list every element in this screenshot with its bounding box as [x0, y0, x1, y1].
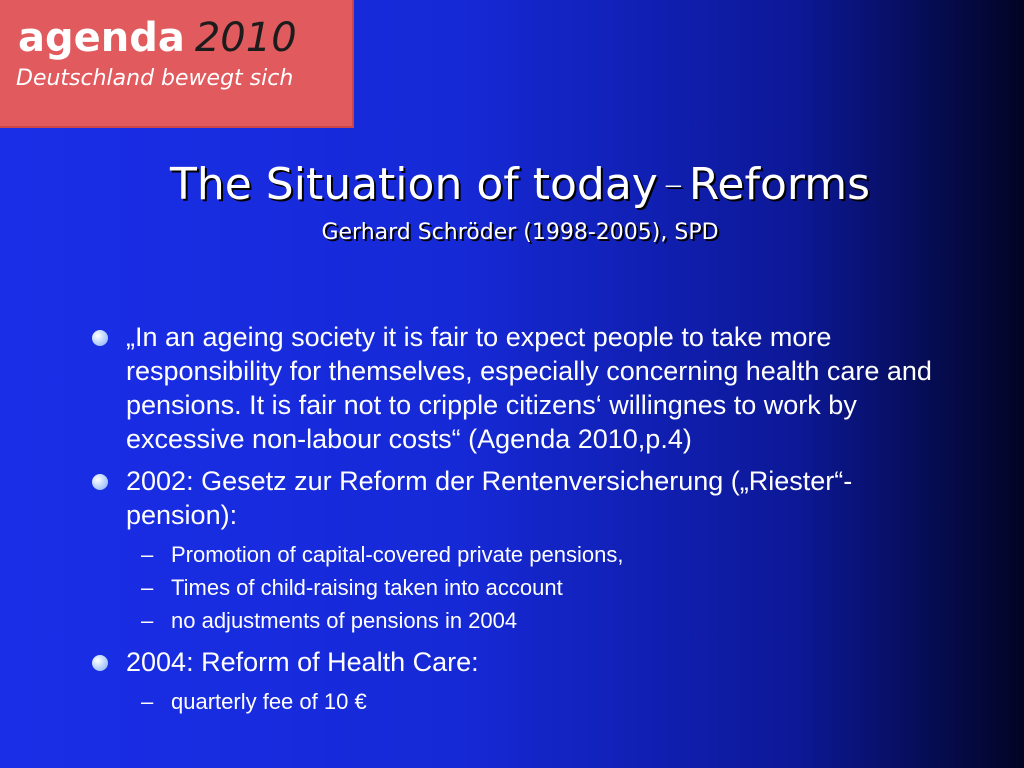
sub-bullet-item	[126, 685, 948, 718]
bullet-text: 2004: Reform of Health Care:	[126, 647, 479, 677]
sub-bullet-text: no adjustments of pensions in 2004	[171, 608, 518, 633]
agenda-2010-logo	[0, 0, 354, 128]
slide-title	[0, 154, 1024, 215]
bullet-dot-icon	[92, 655, 108, 671]
bullet-list	[88, 320, 948, 718]
slide-title-dash: –	[665, 167, 681, 200]
logo-tagline: Deutschland bewegt sich	[16, 66, 294, 91]
sub-bullet-dash-icon: –	[141, 575, 154, 600]
sub-bullet-text: Times of child-raising taken into account	[171, 575, 563, 600]
logo-wordmark	[18, 14, 297, 62]
logo-year-text: 2010	[194, 15, 297, 61]
sub-bullet-dash-icon: –	[141, 542, 154, 567]
sub-bullet-item	[126, 571, 948, 604]
slide-title-main: The Situation of today	[169, 159, 658, 210]
logo-agenda-text: agenda	[18, 15, 185, 61]
bullet-text: 2002: Gesetz zur Reform der Rentenversicherung („Riester“-pension):	[126, 466, 853, 530]
sub-bullet-item	[126, 538, 948, 571]
bullet-dot-icon	[92, 330, 108, 346]
bullet-item	[88, 464, 948, 637]
sub-bullet-list	[126, 538, 948, 637]
slide-title-reforms: Reforms	[688, 159, 871, 210]
bullet-text: „In an ageing society it is fair to expect people to take more responsibility for themselves, especially concerning health care and pensions. It is fair not to cripple citizens‘ willingnes to work by excessive non-labour costs“ (Agenda 2010,p.4)	[126, 322, 932, 454]
bullet-item	[88, 320, 948, 456]
slide-subtitle: Gerhard Schröder (1998-2005), SPD	[321, 220, 719, 245]
sub-bullet-item	[126, 604, 948, 637]
sub-bullet-dash-icon: –	[141, 689, 154, 714]
sub-bullet-text: quarterly fee of 10 €	[171, 689, 367, 714]
sub-bullet-text: Promotion of capital-covered private pensions,	[171, 542, 624, 567]
bullet-dot-icon	[92, 474, 108, 490]
sub-bullet-list	[126, 685, 948, 718]
sub-bullet-dash-icon: –	[141, 608, 154, 633]
bullet-item	[88, 645, 948, 718]
